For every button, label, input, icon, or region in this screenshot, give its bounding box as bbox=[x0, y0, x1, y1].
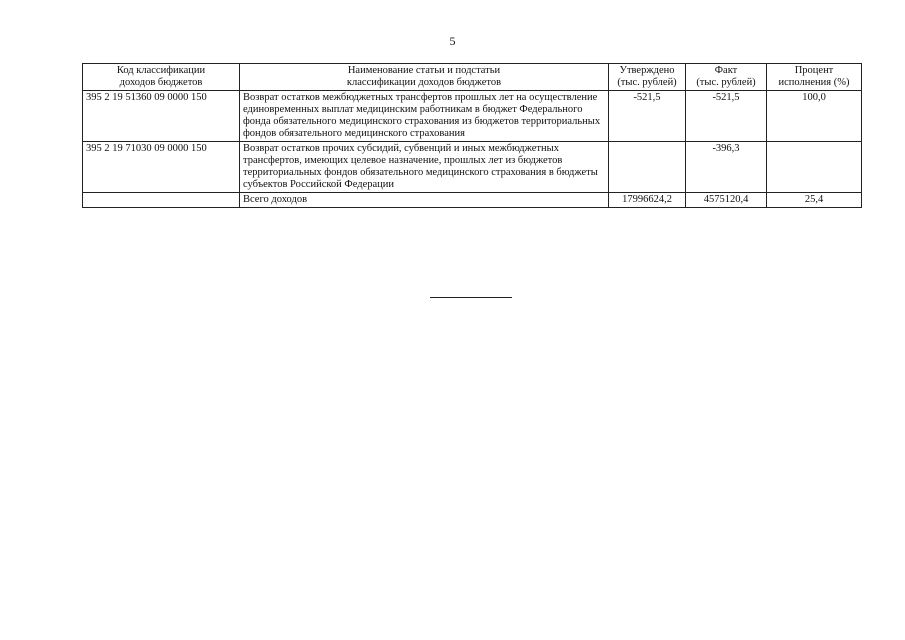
end-divider-line bbox=[430, 297, 512, 298]
table-header-row bbox=[83, 64, 862, 91]
header-approved bbox=[609, 64, 686, 91]
row-percent: 100,0 bbox=[767, 91, 862, 142]
row-code: 395 2 19 71030 09 0000 150 bbox=[83, 142, 240, 193]
revenue-table bbox=[82, 63, 862, 208]
header-percent-line-2: исполнения (%) bbox=[778, 77, 850, 88]
header-approved-line-1: Утверждено bbox=[619, 65, 675, 76]
header-percent-line-1: Процент bbox=[794, 65, 834, 76]
row-approved bbox=[609, 142, 686, 193]
row-percent bbox=[767, 142, 862, 193]
header-name-line-2: классификации доходов бюджетов bbox=[346, 77, 502, 88]
header-code-line-1: Код классификации bbox=[116, 65, 206, 76]
header-percent bbox=[767, 64, 862, 91]
row-name: Возврат остатков межбюджетных трансфертов прошлых лет на осуществление единовременных выплат медицинским работникам в бюджет Федерального фонда обязательного медицинского страхования из бюджетов территориальных фондов обязательного медицинского страхования bbox=[240, 91, 609, 142]
header-code-line-2: доходов бюджетов bbox=[119, 77, 203, 88]
header-fact-line-1: Факт bbox=[714, 65, 738, 76]
table-total-row bbox=[83, 193, 862, 208]
row-fact: -521,5 bbox=[686, 91, 767, 142]
row-code: 395 2 19 51360 09 0000 150 bbox=[83, 91, 240, 142]
total-label: Всего доходов bbox=[240, 193, 609, 208]
header-fact bbox=[686, 64, 767, 91]
total-approved: 17996624,2 bbox=[609, 193, 686, 208]
row-name: Возврат остатков прочих субсидий, субвенций и иных межбюджетных трансфертов, имеющих целевое назначение, прошлых лет из бюджетов территориальных фондов обязательного медицинского страхования в бюджеты субъектов Российской Федерации bbox=[240, 142, 609, 193]
header-name bbox=[240, 64, 609, 91]
header-code bbox=[83, 64, 240, 91]
total-code bbox=[83, 193, 240, 208]
header-name-line-1: Наименование статьи и подстатьи bbox=[347, 65, 501, 76]
table-row bbox=[83, 142, 862, 193]
row-fact: -396,3 bbox=[686, 142, 767, 193]
total-percent: 25,4 bbox=[767, 193, 862, 208]
page-number: 5 bbox=[449, 34, 456, 48]
table-row bbox=[83, 91, 862, 142]
header-fact-line-2: (тыс. рублей) bbox=[696, 77, 756, 88]
total-fact: 4575120,4 bbox=[686, 193, 767, 208]
header-approved-line-2: (тыс. рублей) bbox=[617, 77, 677, 88]
row-approved: -521,5 bbox=[609, 91, 686, 142]
